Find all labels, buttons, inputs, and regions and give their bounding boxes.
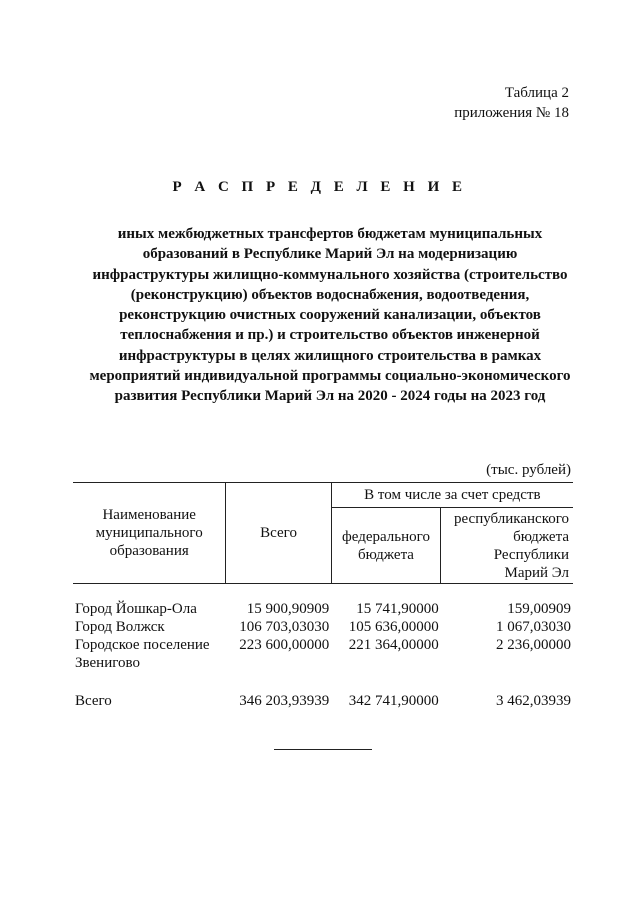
- header-text: республиканского: [454, 510, 569, 527]
- document-subtitle: [70, 224, 590, 407]
- grand-total-amount: 346 203,93939: [239, 693, 330, 709]
- units-label: (тыс. рублей): [486, 462, 571, 478]
- republican-amount: 1 067,03030: [496, 619, 571, 635]
- grand-federal-amount: 342 741,90000: [348, 693, 439, 709]
- grand-republican-amount: 3 462,03939: [496, 693, 571, 709]
- subtitle-line: инфраструктуры жилищно-коммунального хозяйства (строительство: [92, 266, 568, 283]
- header-text: Марий Эл: [504, 564, 569, 581]
- header-text: бюджета: [513, 528, 569, 545]
- federal-amount: 221 364,00000: [348, 637, 439, 653]
- total-label: Всего: [75, 693, 112, 709]
- appendix-reference: [454, 83, 569, 123]
- header-federal: [331, 508, 441, 584]
- document-title: Р А С П Р Е Д Е Л Е Н И Е: [172, 179, 467, 195]
- subtitle-line: мероприятий индивидуальной программы социально-экономического: [89, 368, 571, 385]
- subtitle-line: развития Республики Марий Эл на 2020 - 2024 годы на 2023 год: [114, 388, 546, 405]
- republican-amount: 159,00909: [507, 601, 571, 617]
- closing-rule: [274, 749, 372, 750]
- subtitle-line: (реконструкцию) объектов водоснабжения, водоотведения,: [130, 286, 530, 303]
- table-number: Таблица 2: [504, 85, 569, 101]
- subtitle-line: инфраструктуры в целях жилищного строительства в рамках: [118, 347, 542, 364]
- federal-amount: 105 636,00000: [348, 619, 439, 635]
- name-line: Звенигово: [75, 655, 140, 671]
- header-text: муниципального: [95, 525, 203, 541]
- federal-amount: 15 741,90000: [356, 601, 439, 617]
- header-text: образования: [109, 543, 189, 559]
- subtitle-line: иных межбюджетных трансфертов бюджетам муниципальных: [117, 226, 543, 242]
- appendix-number: приложения № 18: [454, 105, 569, 121]
- republican-amount: 2 236,00000: [496, 637, 571, 653]
- table-row: [73, 636, 573, 672]
- header-including: В том числе за счет средств: [331, 483, 573, 508]
- header-total: Всего: [226, 483, 331, 584]
- total-amount: 223 600,00000: [239, 637, 330, 653]
- municipality-name: Город Волжск: [75, 619, 165, 635]
- total-row: [73, 692, 573, 710]
- header-municipality: [73, 483, 226, 584]
- municipality-name: [73, 636, 226, 672]
- table-row: [73, 600, 573, 618]
- total-amount: 15 900,90909: [246, 601, 330, 617]
- total-amount: 106 703,03030: [239, 619, 330, 635]
- table-row: [73, 618, 573, 636]
- subtitle-line: образований в Республике Марий Эл на модернизацию: [142, 246, 518, 263]
- header-text: Республики: [493, 546, 569, 563]
- subtitle-line: теплоснабжения и пр.) и строительство объектов инженерной: [120, 327, 540, 344]
- header-text: федерального: [342, 528, 430, 545]
- header-text: бюджета: [358, 546, 414, 563]
- distribution-table: [73, 482, 573, 710]
- name-line: Городское поселение: [75, 637, 210, 653]
- header-republican: [441, 508, 573, 584]
- header-text: Наименование: [102, 507, 196, 523]
- subtitle-line: реконструкцию очистных сооружений канализации, объектов: [119, 307, 541, 324]
- municipality-name: Город Йошкар-Ола: [75, 601, 197, 617]
